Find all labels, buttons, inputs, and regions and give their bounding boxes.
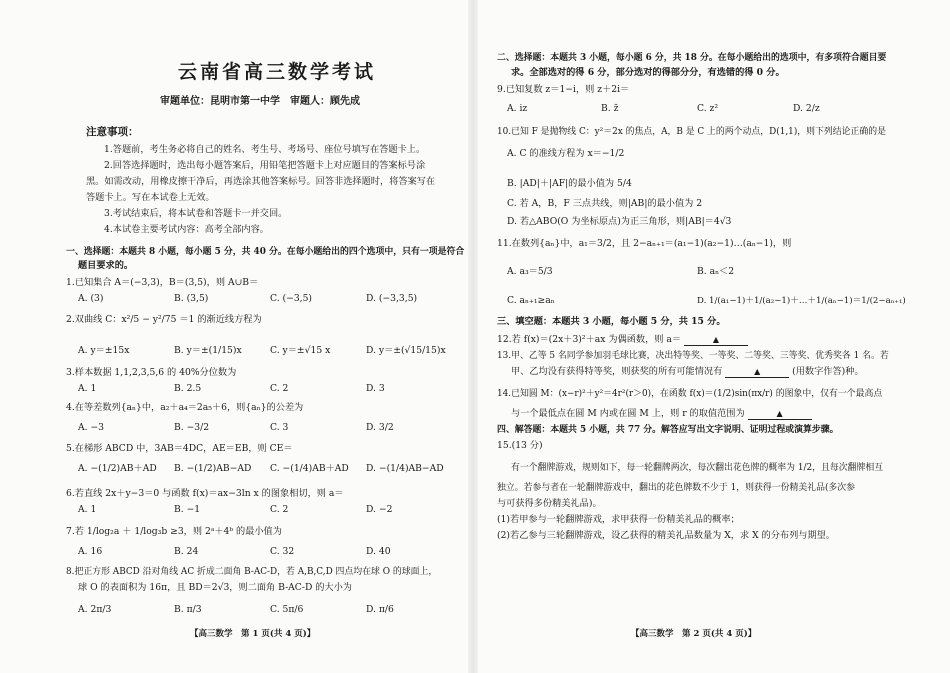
q13-tail: (用数字作答)种。 xyxy=(792,366,864,377)
question-stem: 9.已知复数 z＝1−i，则 z＋2i＝ xyxy=(497,84,630,95)
q12-answer-blank[interactable]: ▲ xyxy=(684,335,748,346)
section3-heading: 三、填空题：本题共 3 小题，每小题 5 分，共 15 分。 xyxy=(497,316,726,327)
question-stem: 4.在等差数列{aₙ}中，a₂＋a₄＝2a₅＋6，则{aₙ}的公差为 xyxy=(66,402,304,413)
note-line: 2.回答选择题时，选出每小题答案后，用铅笔把答题卡上对应题目的答案标号涂 xyxy=(104,160,426,171)
question-stem: 6.若直线 2x＋y−3＝0 与函数 f(x)＝ax−3ln x 的图象相切，则 a＝ xyxy=(66,488,344,499)
option-c: C. aₙ₊₁≥aₙ xyxy=(507,295,555,306)
question-stem: 7.若 1/log₂a ＋ 1/log₃b ≥3，则 2ᵃ＋4ᵇ 的最小值为 xyxy=(66,526,282,537)
option-d: D. 2/z xyxy=(793,103,820,114)
page-footer: 【高三数学 第 2 页(共 4 页)】 xyxy=(631,629,757,639)
option-a: A. iz xyxy=(507,103,528,114)
exam-page-1 xyxy=(0,0,470,673)
option-c: C. z² xyxy=(697,103,719,114)
option-a: A. y＝±15x xyxy=(78,345,130,356)
option-b: B. 24 xyxy=(174,546,199,557)
option-b: B. −3/2 xyxy=(174,422,210,433)
q15-text-line: 与可获得多份精美礼品)。 xyxy=(497,498,602,509)
option-b: B. |AD|＋|AF|的最小值为 5/4 xyxy=(507,178,632,189)
question-stem: 11.在数列{aₙ}中，a₁＝3/2，且 2−aₙ₊₁＝(a₁−1)(a₂−1)…(aₙ−1)，则 xyxy=(497,238,792,249)
option-d: D. 3/2 xyxy=(366,422,394,433)
option-a: A. (3) xyxy=(78,293,104,304)
question-stem-cont: 球 O 的表面积为 16π，且 BD＝2√3，则二面角 B-AC-D 的大小为 xyxy=(78,582,352,593)
question-stem: 5.在梯形 ABCD 中，3AB＝4DC，AE＝EB，则 CE＝ xyxy=(66,443,293,454)
q14-stem: 与一个最低点在圆 M 内或在圆 M 上，则 r 的取值范围为 xyxy=(511,408,745,419)
option-d: D. π/6 xyxy=(366,604,394,615)
option-d: D. 若△ABO(O 为坐标原点)为正三角形，则|AB|＝4√3 xyxy=(507,216,732,227)
section2-heading-cont: 求。全部选对的得 6 分，部分选对的得部分分，有选错的得 0 分。 xyxy=(511,67,785,78)
option-a: A. 2π/3 xyxy=(78,604,112,615)
option-a: A. a₃＝5/3 xyxy=(507,266,553,277)
q15-text-line: (1)若甲参与一轮翻牌游戏，求甲获得一份精美礼品的概率； xyxy=(497,514,740,525)
notes-heading: 注意事项： xyxy=(86,126,139,138)
option-d: D. 1/(a₁−1)＋1/(a₂−1)＋…＋1/(aₙ−1)＝1/(2−aₙ₊₁) xyxy=(697,296,906,306)
option-b: B. aₙ＜2 xyxy=(697,266,735,277)
option-b: B. z̄ xyxy=(601,103,619,114)
q13-stem: 甲、乙均没有获得特等奖，则获奖的所有可能情况有 xyxy=(511,366,723,377)
page-footer: 【高三数学 第 1 页(共 4 页)】 xyxy=(190,629,316,639)
option-c: C. 2 xyxy=(270,504,289,515)
option-b: B. (3,5) xyxy=(174,293,209,304)
option-b: B. π/3 xyxy=(174,604,202,615)
option-d: D. y＝±(√15/15)x xyxy=(366,345,446,356)
q15-text-line: 有一个翻牌游戏，规则如下，每一轮翻牌两次，每次翻出花色牌的概率为 1/2，且每次翻牌相互 xyxy=(511,463,884,473)
q15-text-line: 独立。若参与者在一轮翻牌游戏中，翻出的花色牌数不少于 1，则获得一份精美礼品(多次参 xyxy=(497,483,856,493)
option-a: A. 1 xyxy=(78,504,97,515)
question-stem: 13.甲、乙等 5 名同学参加羽毛球比赛，决出特等奖、一等奖、二等奖、三等奖、优秀奖各 1 名。若 xyxy=(497,351,889,361)
option-a: A. 16 xyxy=(78,546,103,557)
question-q14-cont xyxy=(511,408,812,420)
reviewers: 审题单位：昆明市第一中学 审题人：顾先成 xyxy=(160,96,360,107)
question-q12 xyxy=(497,334,748,346)
option-d: D. (−3,3,5) xyxy=(366,293,418,304)
q14-answer-blank[interactable]: ▲ xyxy=(748,409,812,420)
option-a: A. −3 xyxy=(78,422,105,433)
question-stem: 8.把正方形 ABCD 沿对角线 AC 折成二面角 B-AC-D，若 A,B,C,D 四点均在球 O 的球面上， xyxy=(66,567,438,577)
option-b: B. 2.5 xyxy=(174,383,202,394)
question-stem: 10.已知 F 是抛物线 C：y²＝2x 的焦点，A，B 是 C 上的两个动点，D(1,1)，则下列结论正确的是 xyxy=(497,127,887,137)
note-line: 黑。如需改动，用橡皮擦干净后，再选涂其他答案标号。回答非选择题时，将答案写在 xyxy=(86,176,436,187)
option-c: C. 若 A，B，F 三点共线，则|AB|的最小值为 2 xyxy=(507,198,703,209)
option-b: B. −1 xyxy=(174,504,201,515)
question-stem: 1.已知集合 A＝(−3,3)，B＝(3,5)，则 A∪B＝ xyxy=(66,277,259,288)
question-stem: 14.已知圆 M：(x−r)²＋y²＝4r²(r＞0)，在函数 f(x)＝(1/2)sin(πx/r) 的图象中，仅有一个最高点 xyxy=(497,389,883,399)
option-a: A. 1 xyxy=(78,383,97,394)
option-b: B. −(1/2)AB−AD xyxy=(174,463,252,474)
option-c: C. y＝±√15 x xyxy=(270,345,331,356)
exam-page-2 xyxy=(475,0,950,673)
page-title: 云南省高三数学考试 xyxy=(178,61,377,83)
option-d: D. −2 xyxy=(366,504,393,515)
section1-heading-cont: 题目要求的。 xyxy=(78,260,134,271)
option-c: C. −(1/4)AB＋AD xyxy=(270,463,349,474)
question-q13-cont xyxy=(511,366,864,378)
question-stem: 2.双曲线 C：x²/5 − y²/75 ＝1 的渐近线方程为 xyxy=(66,314,262,325)
question-stem: 3.样本数据 1,1,2,3,5,6 的 40%分位数为 xyxy=(66,367,237,378)
question-q15-head: 15.(13 分) xyxy=(497,440,543,451)
option-c: C. 5π/6 xyxy=(270,604,304,615)
section2-heading: 二、选择题：本题共 3 小题，每小题 6 分，共 18 分。在每小题给出的选项中，有多项符合题目要 xyxy=(497,53,887,63)
option-a: A. C 的准线方程为 x＝−1/2 xyxy=(507,148,625,159)
q13-answer-blank[interactable]: ▲ xyxy=(725,367,789,378)
note-line: 3.考试结束后，将本试卷和答题卡一并交回。 xyxy=(104,208,288,219)
option-c: C. 3 xyxy=(270,422,289,433)
option-a: A. −(1/2)AB＋AD xyxy=(78,463,157,474)
option-c: C. 32 xyxy=(270,546,295,557)
note-line: 1.答题前，考生务必将自己的姓名、考生号、考场号、座位号填写在答题卡上。 xyxy=(104,144,426,155)
option-d: D. −(1/4)AB−AD xyxy=(366,463,444,474)
note-line: 答题卡上。写在本试卷上无效。 xyxy=(86,192,215,203)
section4-heading: 四、解答题：本题共 5 小题，共 77 分。解答应写出文字说明、证明过程或演算步骤。 xyxy=(497,425,839,435)
note-line: 4.本试卷主要考试内容：高考全部内容。 xyxy=(104,224,269,235)
section1-heading: 一、选择题：本题共 8 小题，每小题 5 分，共 40 分。在每小题给出的四个选项中，只有一项是符合 xyxy=(66,247,465,257)
option-d: D. 3 xyxy=(366,383,385,394)
option-c: C. (−3,5) xyxy=(270,293,313,304)
option-c: C. 2 xyxy=(270,383,289,394)
option-d: D. 40 xyxy=(366,546,391,557)
q12-stem: 12.若 f(x)＝(2x＋3)²＋ax 为偶函数，则 a＝ xyxy=(497,334,682,345)
q15-text-line: (2)若乙参与三轮翻牌游戏，设乙获得的精美礼品数量为 X，求 X 的分布列与期望。 xyxy=(497,530,836,541)
option-b: B. y＝±(1/15)x xyxy=(174,345,242,356)
